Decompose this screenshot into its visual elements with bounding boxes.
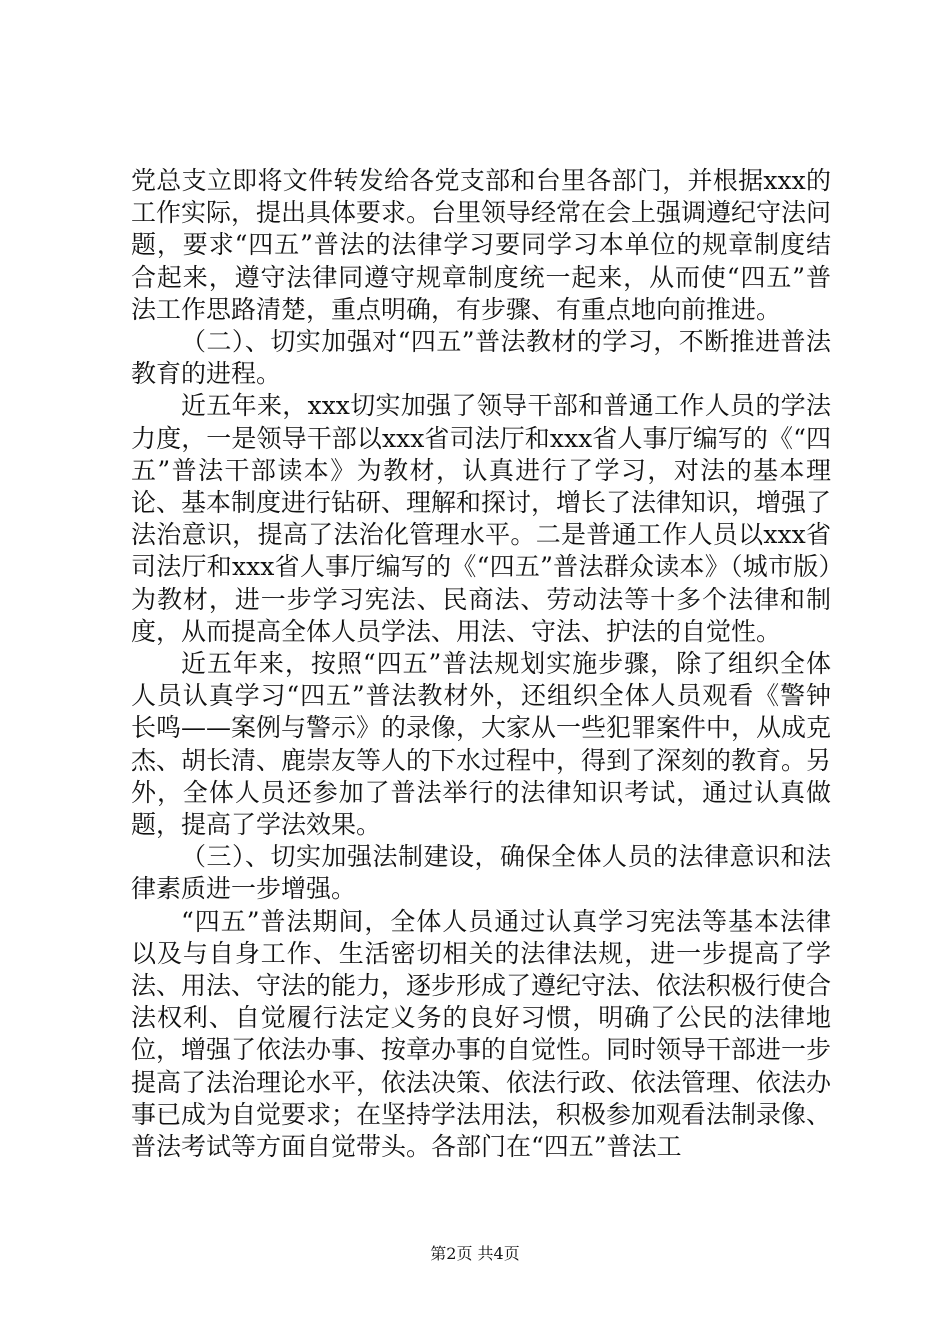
section-heading-3: （三）、切实加强法制建设，确保全体人员的法律意识和法律素质进一步增强。 — [131, 842, 831, 904]
paragraph-legal-awareness: “四五”普法期间，全体人员通过认真学习宪法等基本法律以及与自身工作、生活密切相关的法律法规，进一步提高了学法、用法、守法的能力，逐步形成了遵纪守法、依法积极行使合法权利、自觉履行法定义务的良好习惯，明确了公民的法律地位，增强了依法办事、按章办事的自觉性。同时领导干部进一步提高了法治理论水平，依法决策、依法行政、依法管理、依法办事已成为自觉要求；在坚持学法用法，积极参加观看法制录像、普法考试等方面自觉带头。各部门在“四五”普法工 — [131, 906, 832, 1162]
paragraph-video-education: 近五年来，按照“四五”普法规划实施步骤，除了组织全体人员认真学习“四五”普法教材外，还组织全体人员观看《警钟长鸣——案例与警示》的录像，大家从一些犯罪案件中，从成克杰、胡长清、鹿崇友等人的下水过程中，得到了深刻的教育。另外，全体人员还参加了普法举行的法律知识考试，通过认真做题，提高了学法效果。 — [131, 649, 832, 840]
section-heading-2: （二）、切实加强对“四五”普法教材的学习，不断推进普法教育的进程。 — [131, 327, 831, 389]
paragraph-continuation: 党总支立即将文件转发给各党支部和台里各部门，并根据xxx的工作实际，提出具体要求。台里领导经常在会上强调遵纪守法问题，要求“四五”普法的法律学习要同学习本单位的规章制度结合起来，遵守法律同遵守规章制度统一起来，从而使“四五”普法工作思路清楚，重点明确，有步骤、有重点地向前推进。 — [131, 166, 832, 324]
page-number-footer: 第2页 共4页 — [430, 1244, 520, 1263]
document-body — [131, 165, 831, 1163]
paragraph-study-materials: 近五年来，xxx切实加强了领导干部和普通工作人员的学法力度，一是领导干部以xxx省司法厅和xxx省人事厅编写的《“四五”普法干部读本》为教材，认真进行了学习，对法的基本理论、基本制度进行钻研、理解和探讨，增长了法律知识，增强了法治意识，提高了法治化管理水平。二是普通工作人员以xxx省司法厅和xxx省人事厅编写的《“四五”普法群众读本》（城市版）为教材，进一步学习宪法、民商法、劳动法等十多个法律和制度，从而提高全体人员学法、用法、守法、护法的自觉性。 — [131, 391, 832, 646]
